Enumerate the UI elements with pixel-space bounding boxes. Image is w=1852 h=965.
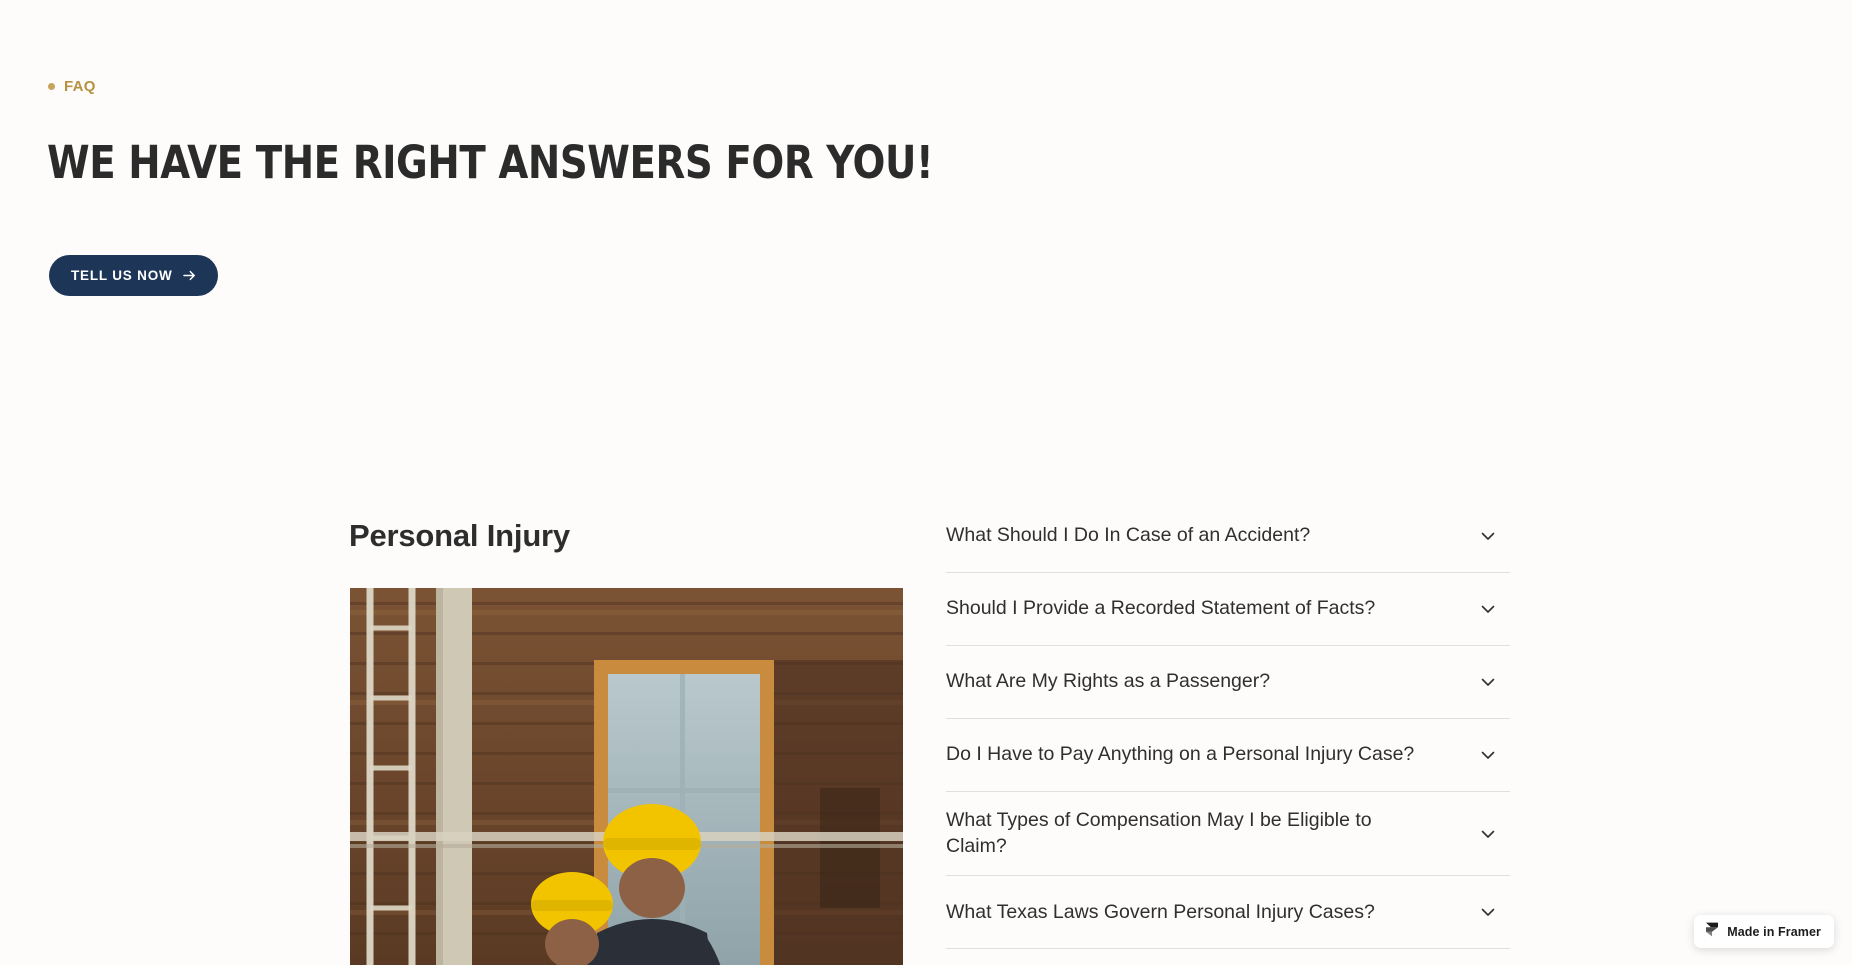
eyebrow-label: FAQ <box>64 78 96 95</box>
chevron-down-icon[interactable] <box>1478 526 1498 546</box>
faq-item[interactable] <box>946 876 1510 949</box>
bullet-dot-icon <box>48 83 55 90</box>
faq-question: What Texas Laws Govern Personal Injury Cases? <box>946 900 1375 923</box>
arrow-right-icon <box>183 270 196 281</box>
tell-us-now-button[interactable] <box>49 255 218 296</box>
faq-question: What Should I Do In Case of an Accident? <box>946 524 1311 547</box>
category-image <box>350 588 903 965</box>
section-eyebrow <box>48 78 96 95</box>
made-in-framer-badge[interactable] <box>1694 915 1834 948</box>
faq-accordion <box>946 500 1510 949</box>
chevron-down-icon[interactable] <box>1478 745 1498 765</box>
chevron-down-icon[interactable] <box>1478 824 1498 844</box>
framer-logo-icon <box>1705 922 1719 942</box>
chevron-down-icon[interactable] <box>1478 902 1498 922</box>
faq-question: What Types of Compensation May I be Eligible to Claim? <box>946 809 1372 857</box>
faq-question: Do I Have to Pay Anything on a Personal Injury Case? <box>946 743 1415 766</box>
chevron-down-icon[interactable] <box>1478 599 1498 619</box>
page-title: WE HAVE THE RIGHT ANSWERS FOR YOU! <box>47 136 934 189</box>
faq-item[interactable] <box>946 573 1510 646</box>
framer-badge-label: Made in Framer <box>1727 924 1821 939</box>
faq-item[interactable] <box>946 792 1510 876</box>
faq-question: Should I Provide a Recorded Statement of Facts? <box>946 597 1376 620</box>
chevron-down-icon[interactable] <box>1478 672 1498 692</box>
faq-question: What Are My Rights as a Passenger? <box>946 670 1271 693</box>
faq-item[interactable] <box>946 500 1510 573</box>
category-title: Personal Injury <box>349 518 570 553</box>
faq-item[interactable] <box>946 719 1510 792</box>
cta-label: TELL US NOW <box>71 268 173 283</box>
faq-item[interactable] <box>946 646 1510 719</box>
